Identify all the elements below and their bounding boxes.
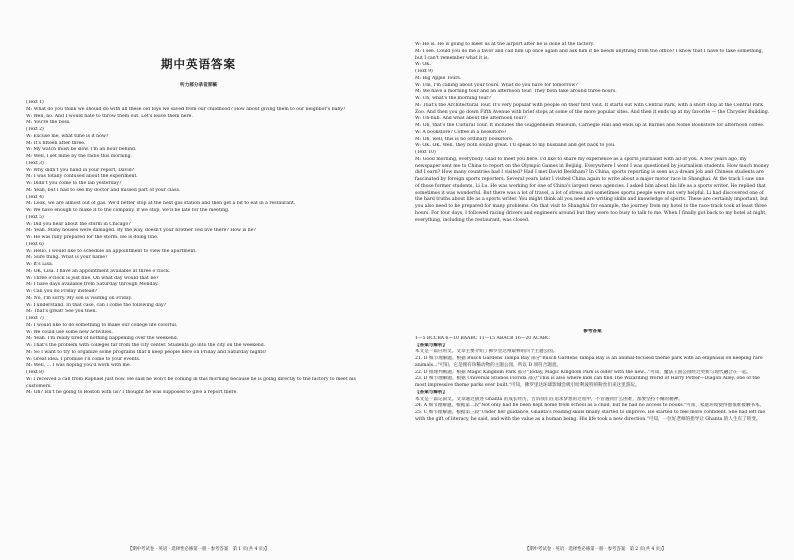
section-b-heading: 【答案与解析】 [415,389,448,395]
transcript-line: (Text 2) [26,127,44,132]
transcript-line: M: Oh, that's the Cultural Tour. It includes the Guggenheim Museum, Carnegie Hall and ends up at Barnes and Noble Bookstore for afternoon coffee. [415,123,765,128]
answer-key-line: 1—5 BCCBA 6—10 BAABC 11—15 ABACB 16—20 ACABC [415,335,550,341]
transcript-line: W: Three o'clock is just fine. On what day would that be? [26,275,159,281]
transcript-line: W: He is. He is going to meet us at the airport after he is done at the factory. [415,42,595,47]
transcript-line: M: I see. Could you do me a favor and call him up once again and ask him if he needs anything from the office? I know that I have to take something, but I can't remember what it is. [415,48,764,61]
transcript-line: W: Hello. I would like to schedule an appointment to view the apartment. [26,248,197,254]
transcript-line: M: I have days available from Saturday through Monday. [26,282,159,288]
transcript-line: M: Sure thing. What is your name? [26,255,108,261]
transcript-line: (Text 9) [415,69,433,74]
transcript-line: (Text 7) [26,316,44,321]
explanation-line: 21. D 细节理解题。根据 Busch Gardens Tampa Bay 部分"Busch Gardens Tampa Bay is an animal-focused theme park with an emphasis on keeping rare animals..."可知，它是拥有珍稀动物的主题公园，所以 D 项符合题意。 [415,356,763,368]
section-heading-listening: 听力部分录音原稿 [180,83,217,88]
transcript-line: W: Uh-huh. And what about the afternoon tour? [415,116,527,122]
transcript-line: W: Uh, what's the morning tour? [415,96,491,101]
transcript-line: M: We have a morning tour and an afternoon tour. They both take around three hours. [415,89,617,95]
transcript-line: M: Well, ... I was hoping you'd work with me. [26,363,132,369]
transcript-line: (Text 3) [26,160,44,166]
transcript-line: W: I understand. In that case, can I come the following day? [26,302,167,308]
transcript-line: W: Didn't you come to the lab yesterday? [26,181,122,186]
transcript-line: M: OK, Lisa. I have an appointment available at three o'clock. [26,268,171,274]
transcript-line: W: A bookstore? Coffee in a bookstore? [415,129,507,135]
transcript-line: W: Um, I'm calling about your tours. What do you have for tomorrow? [415,82,578,88]
section-b-explanations [415,397,770,424]
transcript-line: M: That's the Architectural Tour. It's very popular with people on their first visit. It starts out with Central Park, with a short stop at the Central Park Zoo. And then you go down Fifth Avenue with brief stops at some of the more popular sites. And then it ends up at my favorite — the Chrysler Building. [415,102,770,115]
answer-page-right [397,0,794,560]
transcript-line: M: Big Apple Tours. [415,75,462,81]
transcript-line: W: It's Lisa. [26,262,54,267]
transcript-line: M: No, I'm sorry. My son is visiting on Friday. [26,295,133,301]
transcript-line: W: Can you do Friday instead? [26,289,98,294]
transcript-line: (Text 1) [26,100,44,105]
transcript-line: (Text 8) [26,370,44,375]
transcript-line: M: Well, I set mine by the radio this morning. [26,154,133,159]
page-footer-left: 【期中考试卷 · 英语 · 选择性必修第一册 · 参考答案 第 1 页(共 4 页)】 [127,547,270,552]
explanation-line: 本文是一篇记叙文。文章通过描述 Ghanta 的成长经历，告诉我们在追求梦想的过程中，不管遇到什么困难，都要坚持不懈的精神。 [415,396,683,402]
transcript-line: (Text 5) [26,214,44,220]
explanation-line: 22. D 推理判断题。根据 Magic Kingdom Park 部分"Today, Magic Kingdom Park is older with the new..."可知，魔法王国公园经过更新与现代融合在一起。 [415,369,752,375]
transcript-line: M: So I want to try to organize some programs that'll keep people here on Friday and Saturday nights! [26,349,267,355]
transcript-line: (Text 6) [26,241,44,247]
page-title: 期中英语答案 [161,57,236,71]
transcript-line: M: Yeah, but I had to see my doctor and missed part of your class. [26,187,181,193]
transcript-line: M: Oh? Isn't he going to Boston with us? I thought he was supposed to give a report there. [26,390,238,396]
transcript-line: M: I was totally confused about the experiment. [26,174,138,180]
transcript-line: W: Well, no. And I would hate to throw them out. Let's leave them here. [26,113,193,119]
transcript-line: W: My watch must be slow. I'm an hour behind. [26,147,137,153]
transcript-line: M: What do you think we should do with all these old toys we saved from our childhood? How about giving them to our neighbor's baby? [26,106,346,112]
transcript-line: W: Why didn't you hand in your report, David? [26,167,135,173]
transcript-line: W: OK. [415,62,431,68]
transcript-line: W: Excuse me, what time is it now? [26,133,109,139]
transcript-line: W: OK. OK. Well, they both sound great. I'll speak to my husband and get back to you. [415,143,616,149]
transcript-line: M: Look, we are almost out of gas. We'd better stop at the next gas station and then get a bit to eat in a restaurant. [26,201,296,207]
transcript-line: W: We could use some new activities. [26,329,113,335]
transcript-line: M: It's fifteen after three. [26,140,86,146]
section-a-explanations [415,349,770,390]
section-a-heading: 【答案与解析】 [415,342,448,348]
explanation-line: 25. C 细节理解题。根据第三段"Under her guidance, Ghanta's reading skills finally started to improve. He started to feel more confident. She had left me with the gift of literacy, he said, and with the value as a human being. His life took a new direction."可知，一位好老师的指导让 Ghanta 的人生有了转变。 [415,410,766,422]
transcript-line: (Text 4) [26,194,44,200]
transcript-line: W: We have enough to make it to the company. If we stop, we'll be late for the meeting. [26,208,230,213]
transcript-line: W: He was fully prepared for the storm. He is doing fine. [26,235,159,240]
transcript-line: M: I would like to do something to make our college life colorful. [26,322,178,328]
transcript-line: M: Good morning, everybody. Glad to meet you here. I'd like to share my experience as a sports journalist with all of you. A few years ago, my newspaper sent me to China to report on the Olympic Games in Beijing. Everywhere I went I was questioned by journalism students. How much money did I earn? How many countries had I visited? Had I met David Beckham? In China, sports reporting is seen as a dream job and Chinese students are fascinated by foreign sports reporters. Several years later I visited China again to write about a major motor race in Shanghai. At the track I saw one of those former students, Li Lu. He was working for one of China's largest news agencies. I asked him about his life as a sports writer. He replied that sometimes it was wonderful. But there was a lot of travel, a lot of stress and sometimes sports people were not very helpful. Li had discovered one of the hard truths about life as a sports writer. You might think all you need are writing skills and knowledge of sports. These are certainly important, but you also need to be prepared for many problems. On that visit to Shanghai for example, the journey from my hotel to the race-track took at least three hours. For four days, I followed racing drivers and engineers around but they were too busy to talk to me. When I finally got back to my hotel at night, everything, including the restaurant, was closed. [415,156,769,223]
transcript-line: M: Oh, well, this is no ordinary bookstore. [415,136,514,142]
transcript-line: (Text 10) [415,150,436,155]
listening-transcript-right [415,42,770,224]
transcript-line: M: That's great! See you then. [26,309,97,315]
transcript-line: W: Great idea. I promise I'll come to your events. [26,356,141,362]
transcript-line: M: You're the boss. [26,120,71,126]
explanation-line: 本文是一篇应用文。文章主要介绍了佛罗里达州最棒的四个主题公园。 [415,349,558,355]
transcript-line: M: Yeah. I'm really tired of nothing happening over the weekend. [26,336,179,342]
explanation-line: 23. D 细节理解题。根据 Universal Studios Florida 部分"This is also where kids can find The Wizarding World of Harry Potter—Diagon Alley, one of the most impressive theme parks ever built."可知，佛罗里达环球影城会吸引哈利波特的粉丝们来这里游玩。 [415,376,760,388]
transcript-line: W: I received a call from Raphael just now. He said he won't be coming in this morning because he is going directly to the factory to meet his customers. [26,376,356,389]
answers-heading: 参考答案 [583,329,602,334]
transcript-line: W: That's the problem with colleges far from the city center. Students go into the city on the weekend. [26,343,266,348]
listening-transcript-left [26,100,379,397]
answer-section [415,329,770,424]
transcript-line: M: Yeah. Many houses were damaged. By the way, doesn't your brother Ted live there? How is he? [26,228,256,234]
explanation-line: 24. A 细节理解题。根据第二段"Not only had he been kept home from school as a child, but he had no access to books."可知，家庭环境使得他很难接触书本。 [415,403,765,409]
transcript-line: W: Did you hear about the storm in Chicago? [26,221,131,227]
page-footer-right: 【期中考试卷 · 英语 · 选择性必修第一册 · 参考答案 第 2 页(共 4 页)】 [524,547,667,552]
